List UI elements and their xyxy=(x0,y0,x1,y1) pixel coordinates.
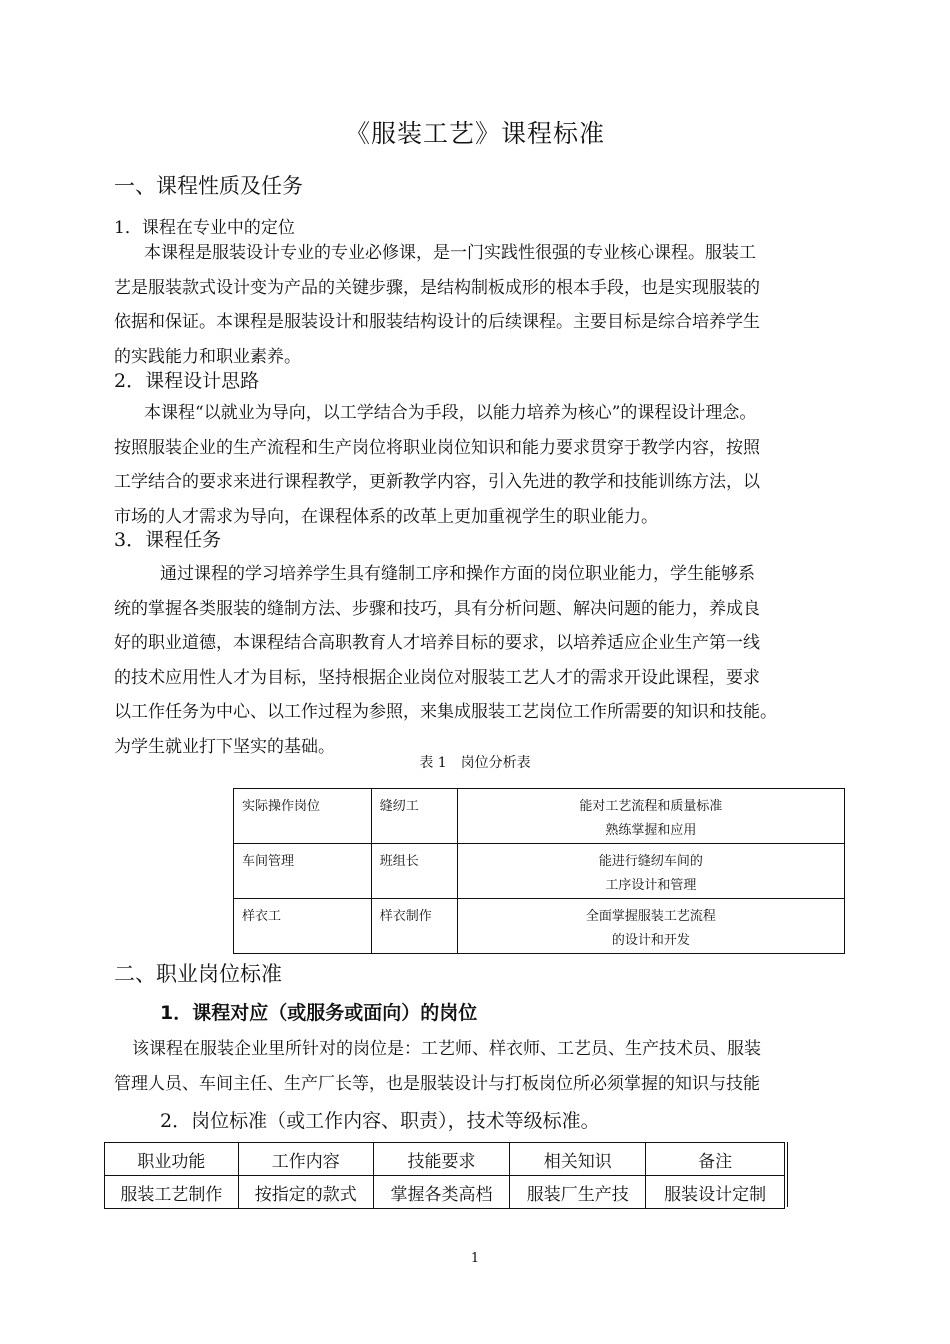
table-cell xyxy=(234,899,372,954)
cell-requirement-line: 的设计和开发 xyxy=(611,933,690,948)
table-cell xyxy=(457,789,844,844)
page-number: 1 xyxy=(470,1251,480,1266)
paragraph-line: 统的掌握各类服装的缝制方法、步骤和技巧，具有分析问题、解决问题的能力，养成良 xyxy=(114,598,760,619)
cell-requirement-line: 工序设计和管理 xyxy=(605,878,697,893)
paragraph-line: 管理人员、车间主任、生产厂长等，也是服装设计与打板岗位所必须掌握的知识与技能 xyxy=(114,1073,760,1094)
paragraph-line: 通过课程的学习培养学生具有缝制工序和操作方面的岗位职业能力，学生能够系 xyxy=(160,564,755,584)
paragraph-line: 为学生就业打下坚实的基础。 xyxy=(114,736,335,757)
table-header-cell: 职业功能 xyxy=(105,1143,239,1176)
paragraph-line: 该课程在服装企业里所针对的岗位是：工艺师、样衣师、工艺员、生产技术员、服装 xyxy=(132,1039,761,1059)
table-row xyxy=(234,899,845,954)
paragraph-line: 工学结合的要求来进行课程教学，更新教学内容，引入先进的教学和技能训练方法，以 xyxy=(114,472,760,492)
paragraph-line: 的实践能力和职业素养。 xyxy=(114,346,301,367)
cell-role: 班组长 xyxy=(379,854,419,869)
position-analysis-table xyxy=(233,788,845,954)
section1-sub3-paragraph xyxy=(114,557,838,764)
cell-requirement-line: 能进行缝纫车间的 xyxy=(598,854,703,869)
cell-post: 车间管理 xyxy=(242,854,295,869)
table-header-cell: 备注 xyxy=(646,1143,785,1176)
cell-role: 缝纫工 xyxy=(379,799,419,814)
table-cell xyxy=(457,844,844,899)
paragraph-line: 的技术应用性人才为目标，坚持根据企业岗位对服装工艺人才的需求开设此课程，要求 xyxy=(114,667,760,688)
section2-sub1-heading: 1．课程对应（或服务或面向）的岗位 xyxy=(160,1002,478,1024)
section1-sub1-heading: 1．课程在专业中的定位 xyxy=(114,218,295,238)
section1-sub2-paragraph xyxy=(114,396,838,534)
table-header-row xyxy=(105,1143,785,1176)
section1-sub3-heading: 3．课程任务 xyxy=(114,529,222,551)
section1-sub2-heading: 2．课程设计思路 xyxy=(114,370,260,392)
table-cell xyxy=(371,844,457,899)
paragraph-line: 依据和保证。本课程是服装设计和服装结构设计的后续课程。主要目标是综合培养学生 xyxy=(114,312,760,332)
paragraph-line: 本课程“以就业为导向，以工学结合为手段，以能力培养为核心”的课程设计理念。 xyxy=(144,403,757,423)
paragraph-line: 按照服装企业的生产流程和生产岗位将职业岗位知识和能力要求贯穿于教学内容，按照 xyxy=(114,437,760,458)
table-cell: 按指定的款式 xyxy=(238,1176,373,1209)
table-row xyxy=(234,789,845,844)
table-header-cell: 相关知识 xyxy=(510,1143,646,1176)
section1-heading: 一、课程性质及任务 xyxy=(114,174,303,198)
paragraph-line: 好的职业道德，本课程结合高职教育人才培养目标的要求，以培养适应企业生产第一线 xyxy=(114,633,760,653)
table-cell xyxy=(457,899,844,954)
table-cell: 服装厂生产技 xyxy=(510,1176,646,1209)
cell-post: 实际操作岗位 xyxy=(242,799,321,814)
table-row xyxy=(105,1176,785,1209)
document-title: 《服装工艺》课程标准 xyxy=(344,119,605,148)
table-cell: 服装设计定制 xyxy=(646,1176,785,1209)
skill-standard-table xyxy=(104,1142,785,1209)
cell-requirement-line: 熟练掌握和应用 xyxy=(605,823,697,838)
section2-sub1-paragraph xyxy=(114,1032,838,1101)
table-cell xyxy=(371,899,457,954)
table-cell xyxy=(234,789,372,844)
table-cell: 服装工艺制作 xyxy=(105,1176,239,1209)
table-double-border xyxy=(787,1142,788,1207)
table-header-cell: 技能要求 xyxy=(373,1143,510,1176)
table-cell xyxy=(234,844,372,899)
table1-caption: 表 1 岗位分析表 xyxy=(419,755,531,771)
paragraph-line: 艺是服装款式设计变为产品的关键步骤，是结构制板成形的根本手段，也是实现服装的 xyxy=(114,277,760,298)
paragraph-line: 以工作任务为中心、以工作过程为参照，来集成服装工艺岗位工作所需要的知识和技能。 xyxy=(114,702,777,722)
paragraph-line: 本课程是服装设计专业的专业必修课，是一门实践性很强的专业核心课程。服装工 xyxy=(144,243,756,263)
cell-role: 样衣制作 xyxy=(379,909,432,924)
section2-sub2-heading: 2．岗位标准（或工作内容、职责），技术等级标准。 xyxy=(160,1110,600,1132)
table-row xyxy=(234,844,845,899)
section2-heading: 二、职业岗位标准 xyxy=(114,962,282,986)
paragraph-line: 市场的人才需求为导向，在课程体系的改革上更加重视学生的职业能力。 xyxy=(114,506,658,527)
cell-requirement-line: 能对工艺流程和质量标准 xyxy=(579,799,723,814)
cell-post: 样衣工 xyxy=(242,909,282,924)
table-cell xyxy=(371,789,457,844)
section1-sub1-paragraph xyxy=(114,236,838,374)
cell-requirement-line: 全面掌握服装工艺流程 xyxy=(585,909,716,924)
table-cell: 掌握各类高档 xyxy=(373,1176,510,1209)
table-header-cell: 工作内容 xyxy=(238,1143,373,1176)
